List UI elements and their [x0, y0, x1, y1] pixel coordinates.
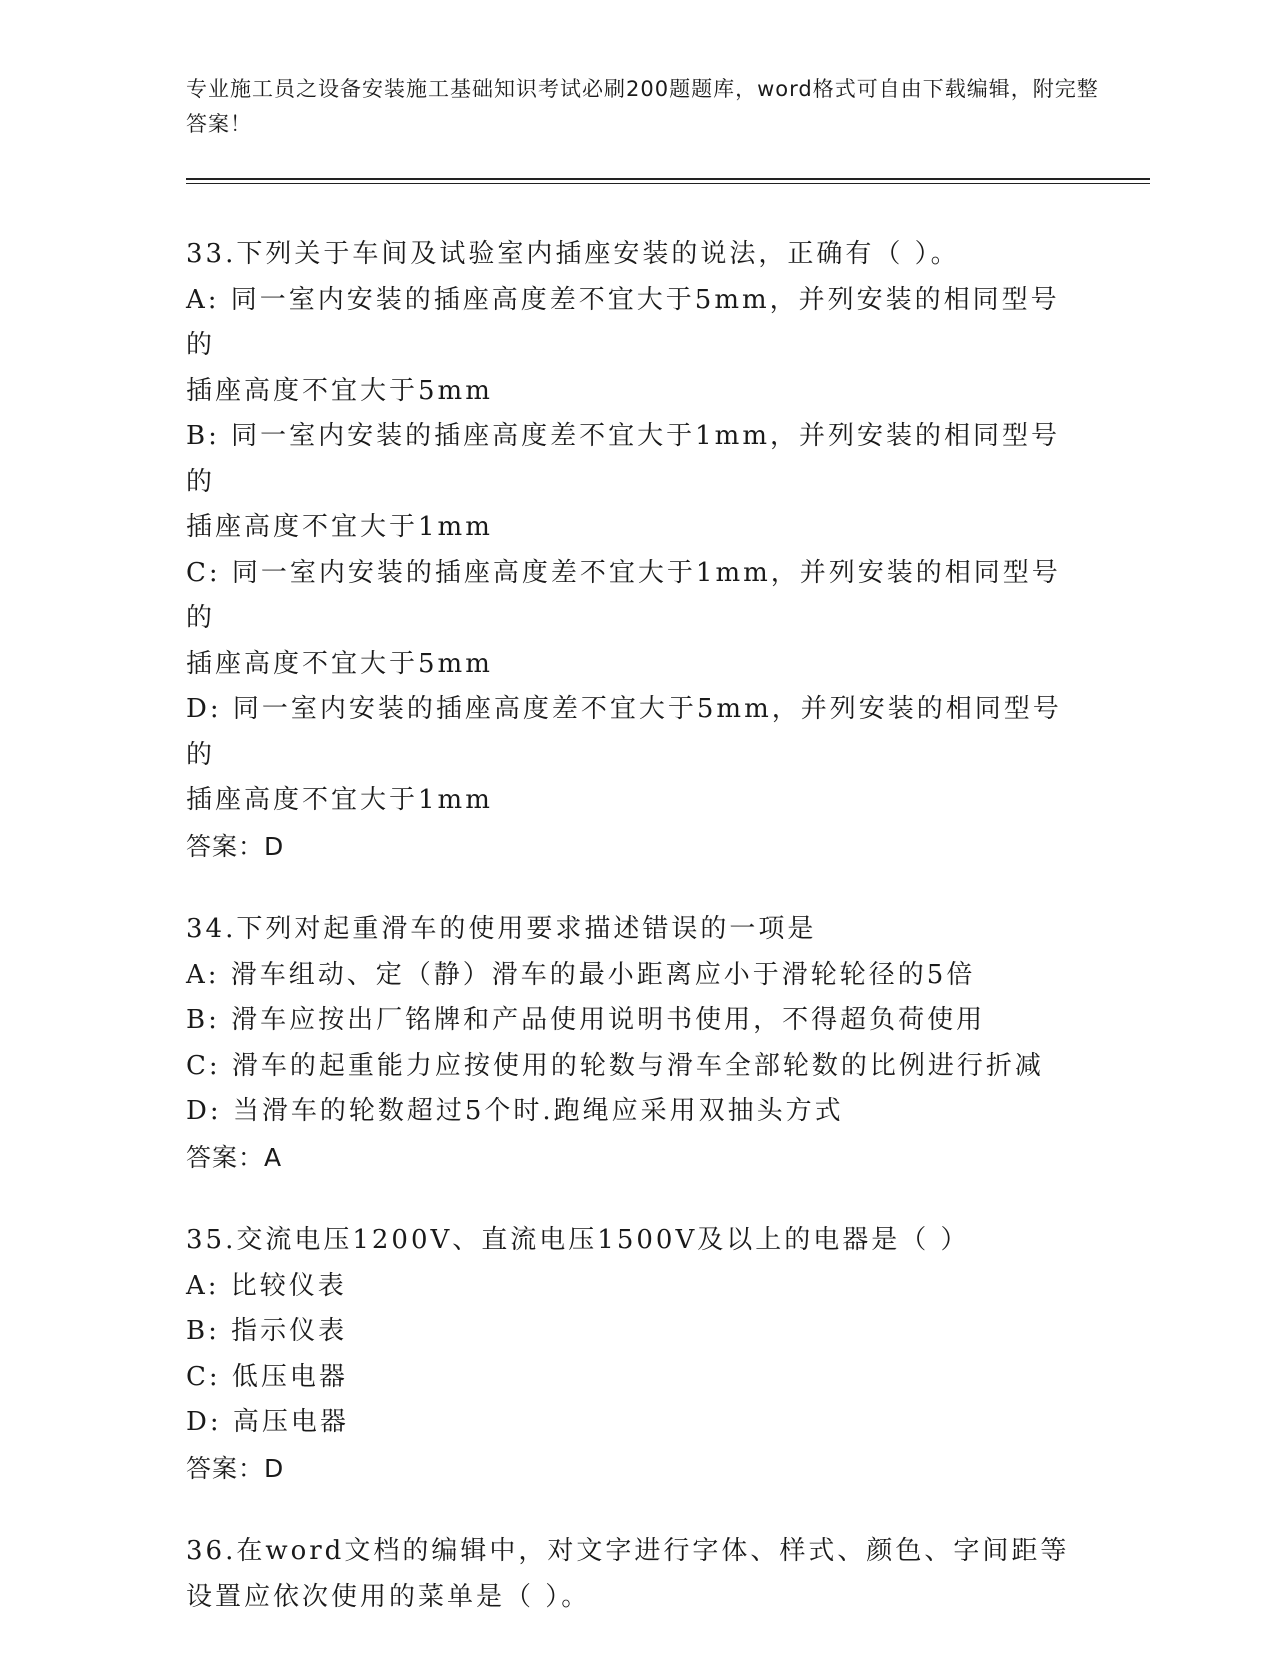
answer: 答案：A [186, 1142, 283, 1172]
answer: 答案：D [186, 831, 285, 861]
option-c: C: 滑车的起重能力应按使用的轮数与滑车全部轮数的比例进行折减 [186, 1050, 1044, 1081]
question-list [186, 232, 1086, 1658]
document-header: 专业施工员之设备安装施工基础知识考试必刷200题题库，word格式可自由下载编辑，附完整答案！ [186, 77, 1099, 136]
option-b: B: 同一室内安装的插座高度差不宜大于1mm，并列安装的相同型号的 [186, 421, 1060, 497]
option-b: B: 指示仪表 [186, 1316, 348, 1346]
option-d-cont: 插座高度不宜大于1mm [186, 785, 493, 815]
option-a: A: 滑车组动、定（静）滑车的最小距离应小于滑轮轮径的5倍 [186, 959, 976, 990]
question-36 [186, 1529, 1086, 1620]
question-stem: 36.在word文档的编辑中，对文字进行字体、样式、颜色、字间距等 [186, 1536, 1070, 1566]
header-rule-thin [186, 183, 1150, 184]
option-c: C: 同一室内安装的插座高度差不宜大于1mm，并列安装的相同型号的 [186, 557, 1061, 633]
answer: 答案：D [186, 1453, 285, 1483]
question-34 [186, 907, 1086, 1180]
option-d: D: 当滑车的轮数超过5个时.跑绳应采用双抽头方式 [186, 1096, 844, 1126]
option-b: B: 滑车应按出厂铭牌和产品使用说明书使用，不得超负荷使用 [186, 1005, 986, 1035]
question-33 [186, 232, 1086, 869]
option-a: A: 同一室内安装的插座高度差不宜大于5mm，并列安装的相同型号的 [186, 284, 1060, 360]
option-a: A: 比较仪表 [186, 1270, 347, 1301]
option-a-cont: 插座高度不宜大于5mm [186, 375, 493, 406]
option-c: C: 低压电器 [186, 1361, 348, 1392]
question-stem: 33.下列关于车间及试验室内插座安装的说法，正确有（ ）。 [186, 239, 960, 269]
option-d: D: 同一室内安装的插座高度差不宜大于5mm，并列安装的相同型号的 [186, 694, 1062, 770]
option-c-cont: 插座高度不宜大于5mm [186, 648, 493, 679]
question-stem-cont: 设置应依次使用的菜单是（ ）。 [186, 1581, 591, 1612]
option-b-cont: 插座高度不宜大于1mm [186, 512, 493, 542]
header-rule-thick [186, 178, 1150, 180]
question-stem: 35.交流电压1200V、直流电压1500V及以上的电器是（ ） [186, 1225, 970, 1255]
option-d: D: 高压电器 [186, 1407, 349, 1437]
question-35 [186, 1218, 1086, 1491]
question-stem: 34.下列对起重滑车的使用要求描述错误的一项是 [186, 914, 817, 944]
